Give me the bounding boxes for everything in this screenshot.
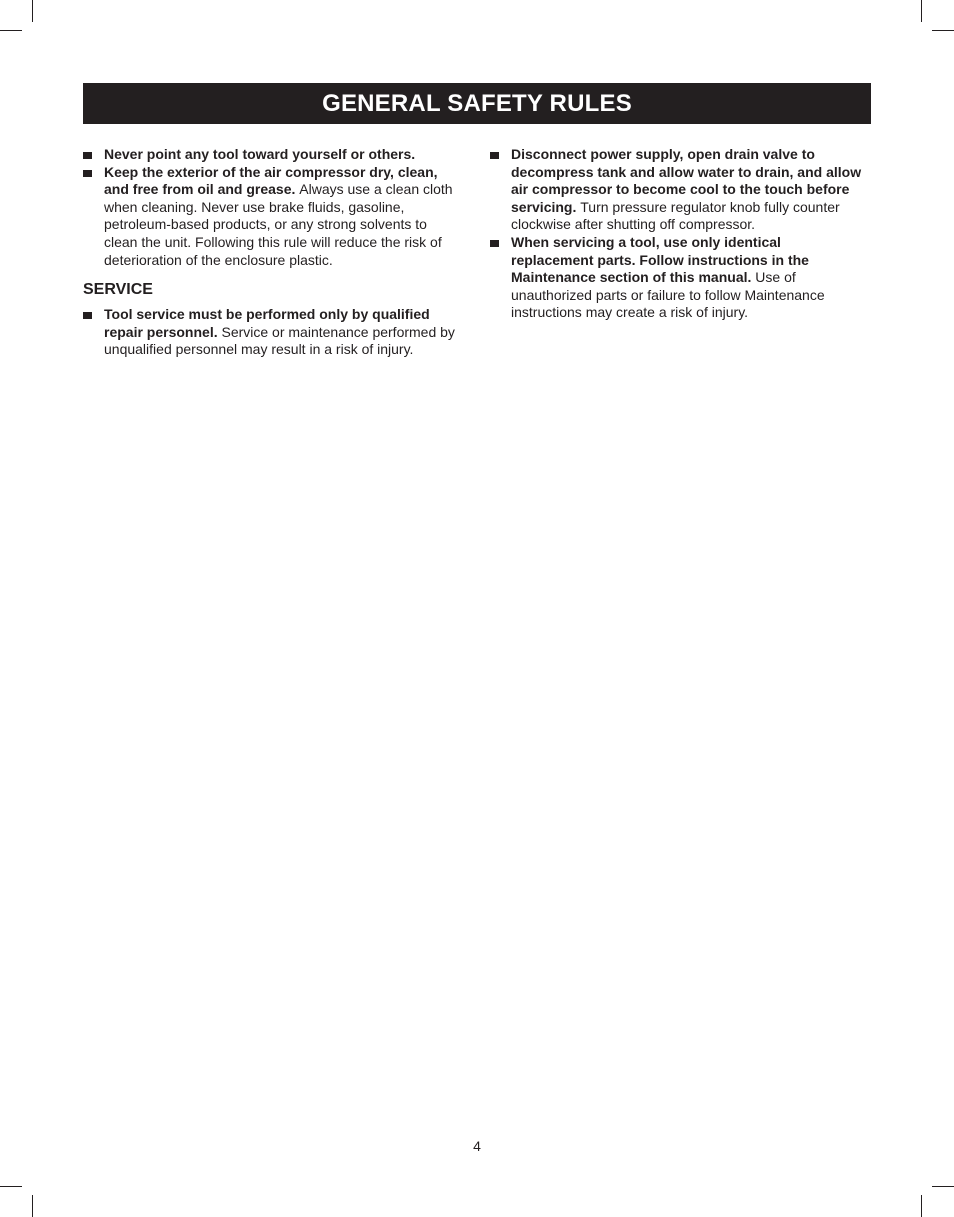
list-item (490, 146, 862, 234)
rule-body-text: Turn pressure regulator knob fully counter clockwise after shutting off compressor. (511, 198, 840, 233)
crop-mark-bottom-right-vertical (921, 1195, 922, 1217)
list-item (83, 146, 459, 164)
list-item (83, 164, 459, 270)
rule-list (83, 146, 459, 269)
square-bullet-icon (83, 152, 92, 159)
right-column (490, 146, 862, 322)
rule-bold-text: Tool service must be performed only by qualified repair personnel. (104, 306, 430, 340)
list-item (490, 234, 862, 322)
list-item (83, 306, 459, 359)
crop-mark-top-right-horizontal (932, 30, 954, 31)
rule-list (490, 146, 862, 322)
section-heading-service: SERVICE (83, 281, 153, 299)
rule-body-text: Use of unauthorized parts or failure to follow Maintenance instructions may create a risk of injury. (511, 269, 825, 321)
square-bullet-icon (83, 312, 92, 319)
crop-mark-bottom-left-horizontal (0, 1186, 22, 1187)
rule-bold-text: Keep the exterior of the air compressor dry, clean, and free from oil and grease. (104, 163, 438, 198)
page-number: 4 (473, 1138, 481, 1154)
rule-bold-text: When servicing a tool, use only identical replacement parts. Follow instructions in the Maintenance section of this manual. (511, 233, 809, 286)
crop-mark-top-left-vertical (32, 0, 33, 22)
rule-bold-text: Disconnect power supply, open drain valve to decompress tank and allow water to drain, and allow air compressor to become cool to the touch before servicing. (511, 146, 862, 215)
title-banner (83, 83, 871, 124)
service-rule-list (83, 306, 459, 359)
crop-mark-top-right-vertical (921, 0, 922, 22)
square-bullet-icon (83, 170, 92, 177)
left-column (83, 146, 459, 359)
crop-mark-bottom-right-horizontal (932, 1186, 954, 1187)
crop-mark-top-left-horizontal (0, 30, 22, 31)
rule-body-text: Always use a clean cloth when cleaning. Never use brake fluids, gasoline, petroleum-based products, or any strong solvents to clean the unit. Following this rule will reduce the risk of deterioration of the enclosure plastic. (104, 181, 453, 268)
page-title: GENERAL SAFETY RULES (322, 89, 632, 117)
rule-bold-text: Never point any tool toward yourself or others. (104, 146, 416, 162)
square-bullet-icon (490, 152, 499, 159)
rule-body-text: Service or maintenance performed by unqualified personnel may result in a risk of injury. (104, 323, 455, 358)
crop-mark-bottom-left-vertical (32, 1195, 33, 1217)
square-bullet-icon (490, 240, 499, 247)
